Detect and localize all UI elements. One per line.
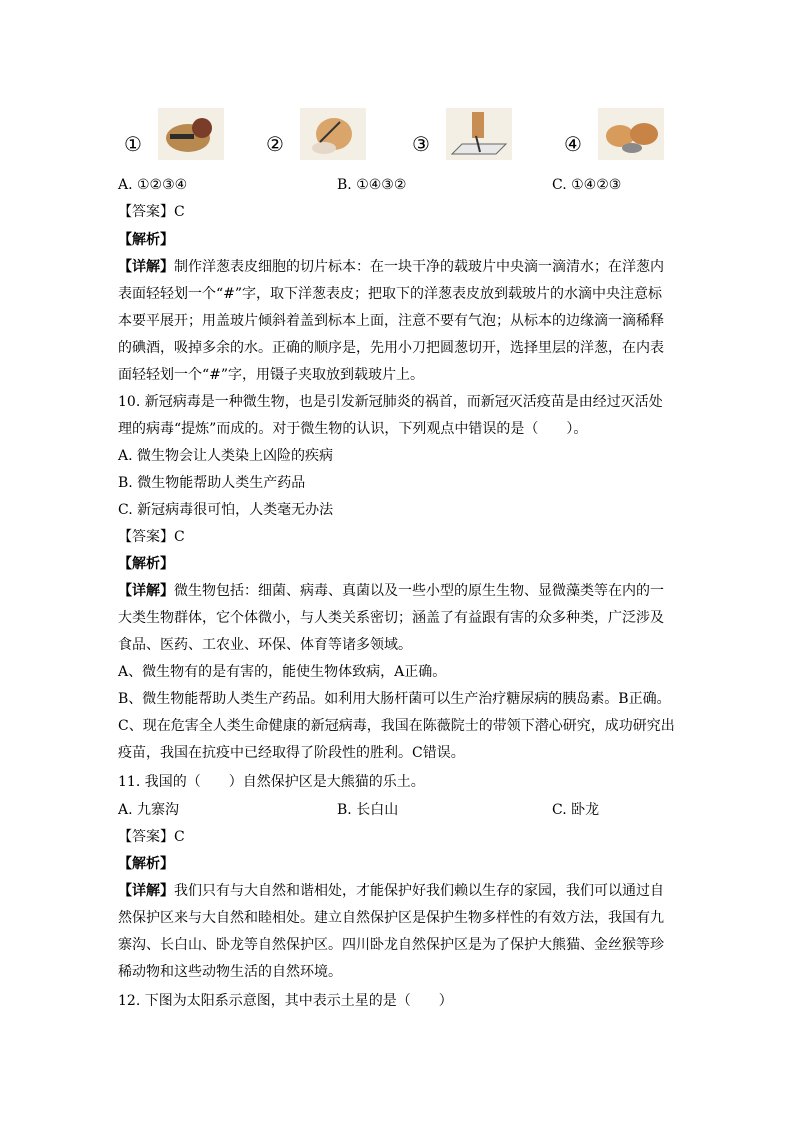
figure-number: ③	[412, 132, 430, 156]
figure-number: ①	[124, 132, 142, 156]
q10-detail-line-3: 食品、医药、工农业、环保、体育等诸多领域。	[118, 637, 412, 653]
figure-2	[266, 108, 366, 160]
knife-cut-onion-icon	[598, 108, 664, 160]
q10-detail-line-4: A、微生物有的是有害的，能使生物体致病，A正确。	[118, 664, 447, 680]
q11-answer: 【答案】C	[118, 829, 185, 845]
q10-detail-line-1	[118, 581, 664, 601]
q10-option-a: A. 微生物会让人类染上凶险的疾病	[118, 448, 334, 464]
option-b: B. ①④③②	[337, 177, 407, 193]
q10-stem-line-2: 理的病毒“提炼”而成的。对于微生物的认识，下列观点中错误的是（ ）。	[118, 421, 588, 437]
q10-detail-line-7: 疫苗，我国在抗疫中已经取得了阶段性的胜利。C错误。	[118, 745, 465, 761]
q10-answer: 【答案】C	[118, 529, 185, 545]
detail-tag: 【详解】	[118, 583, 174, 599]
q11-detail-line-1	[118, 881, 664, 901]
q11-detail-line-4: 稀动物和这些动物生活的自然环境。	[118, 964, 342, 980]
q9-detail-line-2: 表面轻轻划一个“#”字，取下洋葱表皮；把取下的洋葱表皮放到载玻片的水滴中央注意标	[118, 286, 663, 302]
coverslip-lowering-icon	[446, 108, 512, 160]
q9-answer: 【答案】C	[118, 204, 185, 220]
figure-3	[412, 108, 512, 160]
option-a: A. ①②③④	[118, 177, 188, 193]
q9-detail-line-5: 面轻轻划一个“#”字，用镊子夹取放到载玻片上。	[118, 367, 425, 383]
dropper-on-slide-icon	[158, 108, 224, 160]
q10-stem-line-1: 10. 新冠病毒是一种微生物，也是引发新冠肺炎的祸首，而新冠灭活疫苗是由经过灭活处	[118, 394, 663, 410]
detail-tag: 【详解】	[118, 883, 174, 899]
q9-analysis-label: 【解析】	[118, 232, 174, 248]
tweezers-peel-icon	[300, 108, 366, 160]
q11-stem: 11. 我国的（ ）自然保护区是大熊猫的乐土。	[118, 774, 425, 790]
q11-detail-line-3: 寨沟、长白山、卧龙等自然保护区。四川卧龙自然保护区是为了保护大熊猫、金丝猴等珍	[118, 937, 664, 953]
detail-text: 微生物包括：细菌、病毒、真菌以及一些小型的原生生物、显微藻类等在内的一	[174, 583, 664, 599]
q11-analysis-label: 【解析】	[118, 856, 174, 872]
q11-detail-line-2: 然保护区来与大自然和睦相处。建立自然保护区是保护生物多样性的有效方法，我国有九	[118, 910, 664, 926]
q10-option-c: C. 新冠病毒很可怕，人类毫无办法	[118, 502, 334, 518]
q10-option-b: B. 微生物能帮助人类生产药品	[118, 475, 306, 491]
detail-text: 我们只有与大自然和谐相处，才能保护好我们赖以生存的家园，我们可以通过自	[174, 883, 664, 899]
q9-detail-line-4: 的碘酒，吸掉多余的水。正确的顺序是，先用小刀把圆葱切开，选择里层的洋葱，在内表	[118, 340, 664, 356]
figure-number: ④	[564, 132, 582, 156]
q11-option-b: B. 长白山	[337, 802, 399, 818]
figure-number: ②	[266, 132, 284, 156]
q9-detail-line-3: 本要平展开；用盖玻片倾斜着盖到标本上面，注意不要有气泡；从标本的边缘滴一滴稀释	[118, 313, 664, 329]
q10-detail-line-5: B、微生物能帮助人类生产药品。如利用大肠杆菌可以生产治疗糖尿病的胰岛素。B正确。	[118, 691, 671, 707]
q10-detail-line-2: 大类生物群体，它个体微小，与人类关系密切；涵盖了有益跟有害的众多种类，广泛涉及	[118, 610, 664, 626]
option-c: C. ①④②③	[552, 177, 622, 193]
q12-stem: 12. 下图为太阳系示意图，其中表示土星的是（ ）	[118, 993, 453, 1009]
detail-text: 制作洋葱表皮细胞的切片标本：在一块干净的载玻片中央滴一滴清水；在洋葱内	[174, 259, 664, 275]
q10-detail-line-6: C、现在危害全人类生命健康的新冠病毒，我国在陈薇院士的带领下潜心研究，成功研究出	[118, 718, 675, 734]
figure-4	[564, 108, 664, 160]
q9-detail-line-1	[118, 257, 664, 277]
detail-tag: 【详解】	[118, 259, 174, 275]
q11-option-c: C. 卧龙	[552, 802, 600, 818]
q11-option-a: A. 九寨沟	[118, 802, 180, 818]
figure-1	[124, 108, 224, 160]
q10-analysis-label: 【解析】	[118, 556, 174, 572]
